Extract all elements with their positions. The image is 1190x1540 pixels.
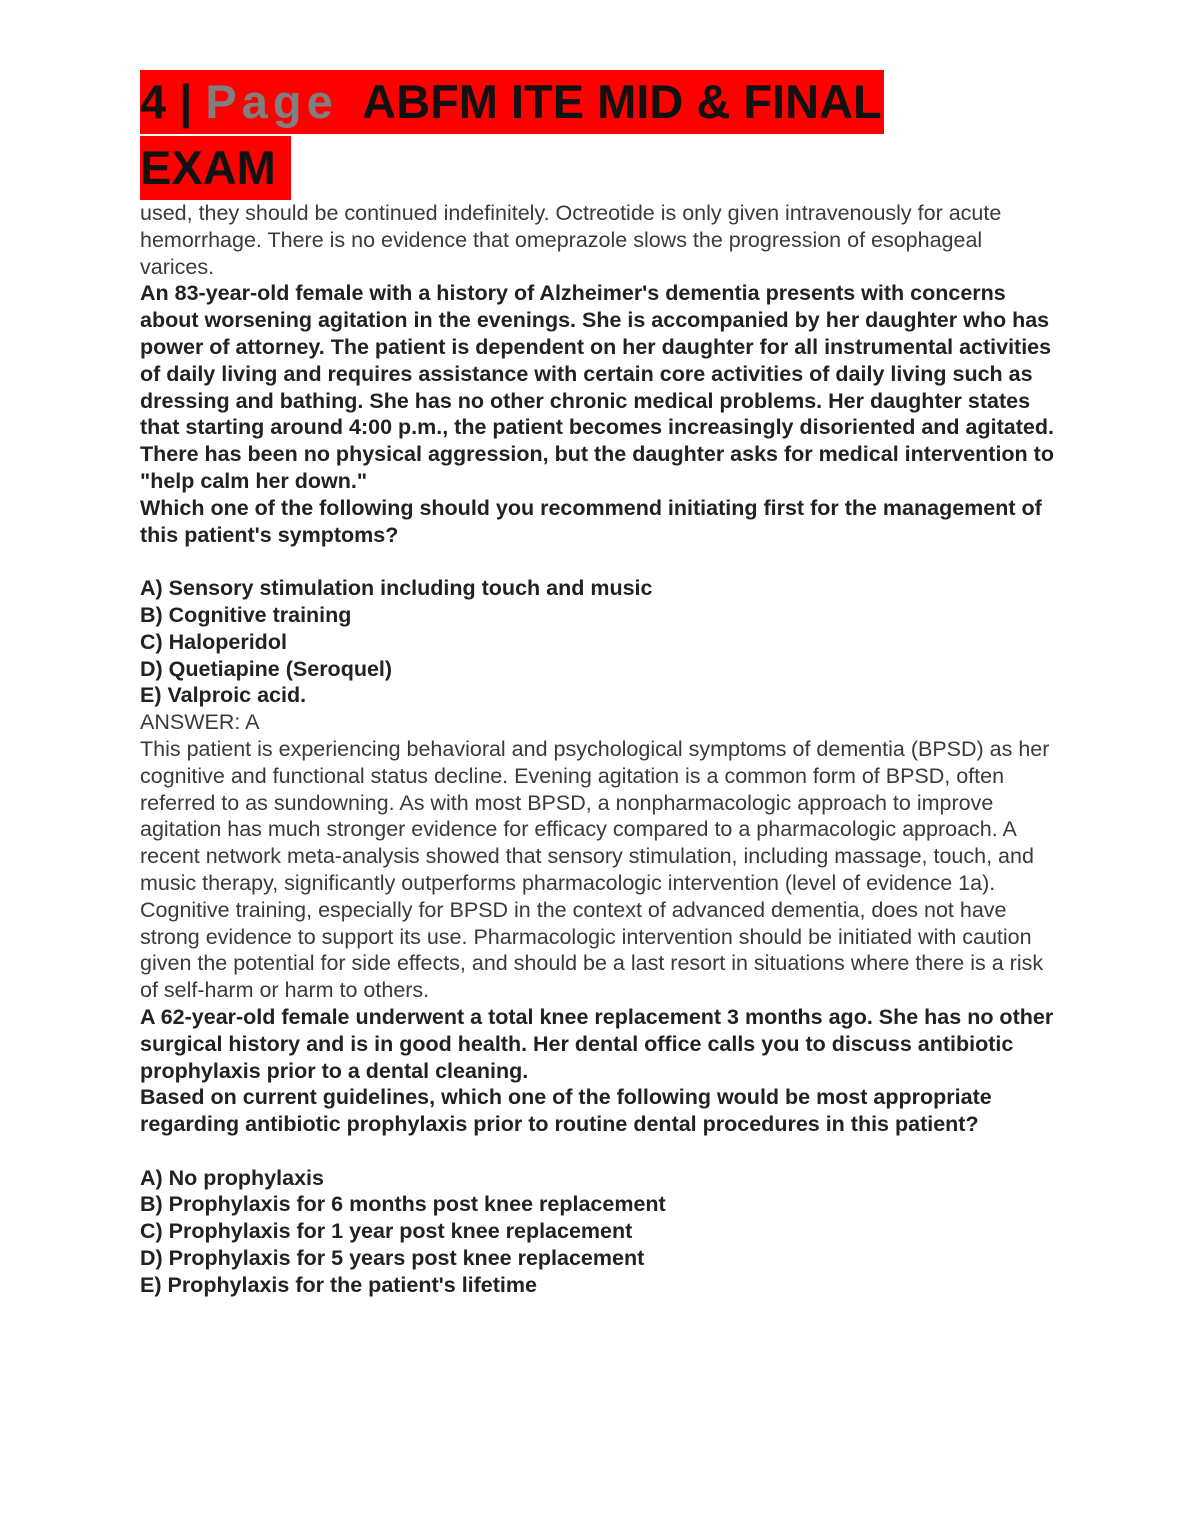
question-2-option-a: A) No prophylaxis — [140, 1165, 324, 1190]
document-body — [140, 200, 1060, 1299]
page-word: Page — [205, 75, 338, 128]
spacer — [140, 1138, 1060, 1165]
page-number: 4 — [140, 75, 167, 128]
document-title: ABFM ITE MID & FINAL — [362, 75, 882, 128]
question-1-option-d: D) Quetiapine (Seroquel) — [140, 656, 393, 681]
question-2-option-d: D) Prophylaxis for 5 years post knee replacement — [140, 1246, 645, 1271]
spacer — [140, 548, 1060, 575]
question-1-option-b: B) Cognitive training — [140, 602, 352, 627]
page-separator: | — [166, 75, 206, 128]
question-2-stem: A 62-year-old female underwent a total knee replacement 3 months ago. She has no other surgical history and is in good health. Her dental office calls you to discuss antibiotic prophylaxis prior to a dental cleaning. — [140, 1004, 1054, 1083]
question-1-explanation: This patient is experiencing behavioral and psychological symptoms of dementia (BPSD) as her cognitive and functional status decline. Evening agitation is a common form of BPSD, often referred to as sundowning. As with most BPSD, a nonpharmacologic approach to improve agitation has much stronger evidence for efficacy compared to a pharmacologic approach. A recent network meta-analysis showed that sensory stimulation, including massage, touch, and music therapy, significantly outperforms pharmacologic intervention (level of evidence 1a). Cognitive training, especially for BPSD in the context of advanced dementia, does not have strong evidence to support its use. Pharmacologic intervention should be initiated with caution given the potential for side effects, and should be a last resort in situations where there is a risk of self-harm or harm to others. — [140, 736, 1050, 1003]
question-1-stem: An 83-year-old female with a history of Alzheimer's dementia presents with concerns about worsening agitation in the evenings. She is accompanied by her daughter who has power of attorney. The patient is dependent on her daughter for all instrumental activities of daily living and requires assistance with certain core activities of daily living such as dressing and bathing. She has no other chronic medical problems. Her daughter states that starting around 4:00 p.m., the patient becomes increasingly disoriented and agitated. There has been no physical aggression, but the daughter asks for medical intervention to "help calm her down." — [140, 281, 1054, 493]
page-header-line-1 — [140, 70, 884, 134]
question-1-option-e: E) Valproic acid. — [140, 683, 307, 708]
question-2-option-e: E) Prophylaxis for the patient's lifetime — [140, 1272, 537, 1297]
question-2-option-b: B) Prophylaxis for 6 months post knee replacement — [140, 1192, 666, 1217]
question-1-option-a: A) Sensory stimulation including touch and music — [140, 576, 653, 601]
continuation-paragraph: used, they should be continued indefinitely. Octreotide is only given intravenously for acute hemorrhage. There is no evidence that omeprazole slows the progression of esophageal varices. — [140, 201, 1002, 279]
document-page — [140, 70, 1060, 1299]
question-1-answer: ANSWER: A — [140, 710, 260, 735]
question-1-option-c: C) Haloperidol — [140, 629, 287, 654]
question-2-option-c: C) Prophylaxis for 1 year post knee replacement — [140, 1219, 633, 1244]
question-1-prompt: Which one of the following should you recommend initiating first for the management of this patient's symptoms? — [140, 495, 1042, 547]
question-2-prompt: Based on current guidelines, which one of the following would be most appropriate regarding antibiotic prophylaxis prior to routine dental procedures in this patient? — [140, 1085, 992, 1137]
page-header-line-2: EXAM — [140, 136, 291, 200]
